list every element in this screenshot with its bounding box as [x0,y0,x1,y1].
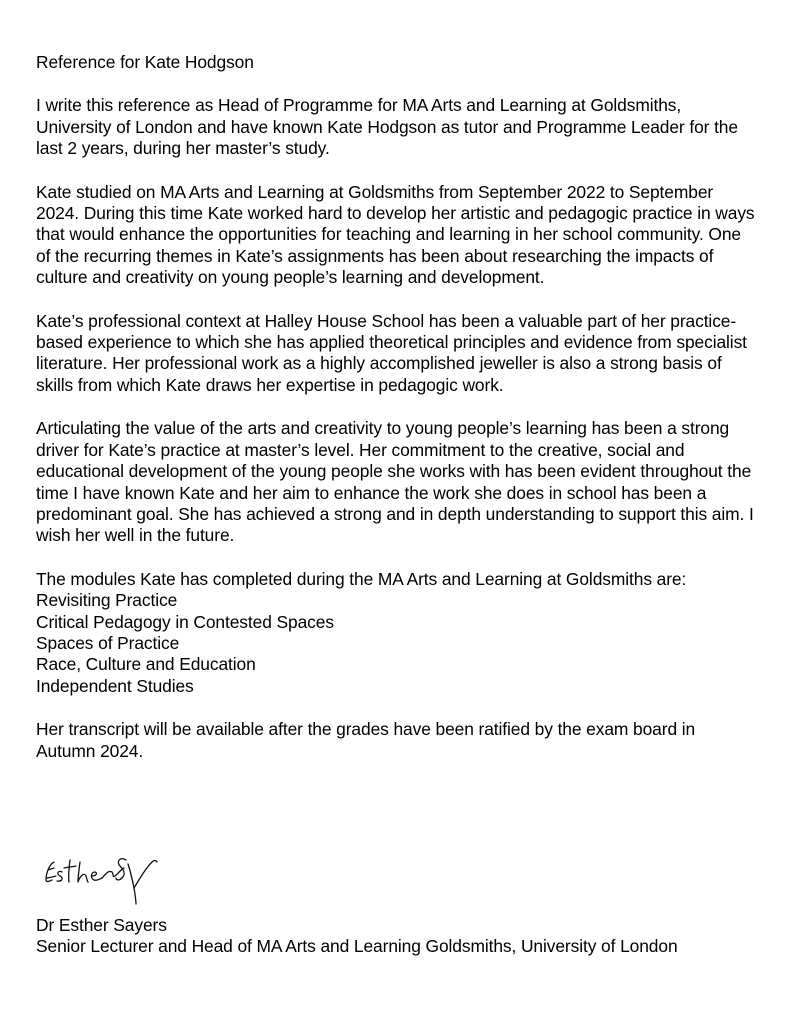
signatory-title: Senior Lecturer and Head of MA Arts and Learning Goldsmiths, University of London [36,936,678,957]
paragraph-closing: Her transcript will be available after the grades have been ratified by the exam board in Autumn 2024. [36,719,696,761]
module-item: Spaces of Practice [36,632,180,653]
modules-intro: The modules Kate has completed during the MA Arts and Learning at Goldsmiths are: [36,568,687,589]
signatory-name: Dr Esther Sayers [36,915,167,935]
handwritten-signature [40,848,170,908]
letter-body [36,52,756,784]
signoff-block [36,915,756,958]
letter-title: Reference for Kate Hodgson [36,52,254,72]
module-list [36,590,756,697]
paragraph-commitment: Articulating the value of the arts and creativity to young people’s learning has been a strong driver for Kate’s practice at master’s level. Her commitment to the creative, social and educational development of the young people she works with has been evident throughout the time I have known Kate and her aim to enhance the work she does in school has been a predominant goal. She has achieved a strong and in depth understanding to support this aim. I wish her well in the future. [36,418,754,546]
module-item: Independent Studies [36,675,194,696]
module-item: Critical Pedagogy in Contested Spaces [36,611,334,632]
paragraph-introduction: I write this reference as Head of Programme for MA Arts and Learning at Goldsmiths, University of London and have known Kate Hodgson as tutor and Programme Leader for the last 2 years, during her master’s study. [36,95,738,159]
paragraph-professional-context: Kate’s professional context at Halley House School has been a valuable part of her practice-based experience to which she has applied theoretical principles and evidence from specialist literature. Her professional work as a highly accomplished jeweller is also a strong basis of skills from which Kate draws her expertise in pedagogic work. [36,310,747,395]
module-item: Race, Culture and Education [36,654,256,675]
paragraph-studies: Kate studied on MA Arts and Learning at Goldsmiths from September 2022 to September 2024. During this time Kate worked hard to develop her artistic and pedagogic practice in ways that would enhance the opportunities for teaching and learning in her school community. One of the recurring themes in Kate’s assignments has been about researching the impacts of culture and creativity on young people’s learning and development. [36,181,755,288]
module-item: Revisiting Practice [36,590,178,611]
modules-section [36,569,756,697]
